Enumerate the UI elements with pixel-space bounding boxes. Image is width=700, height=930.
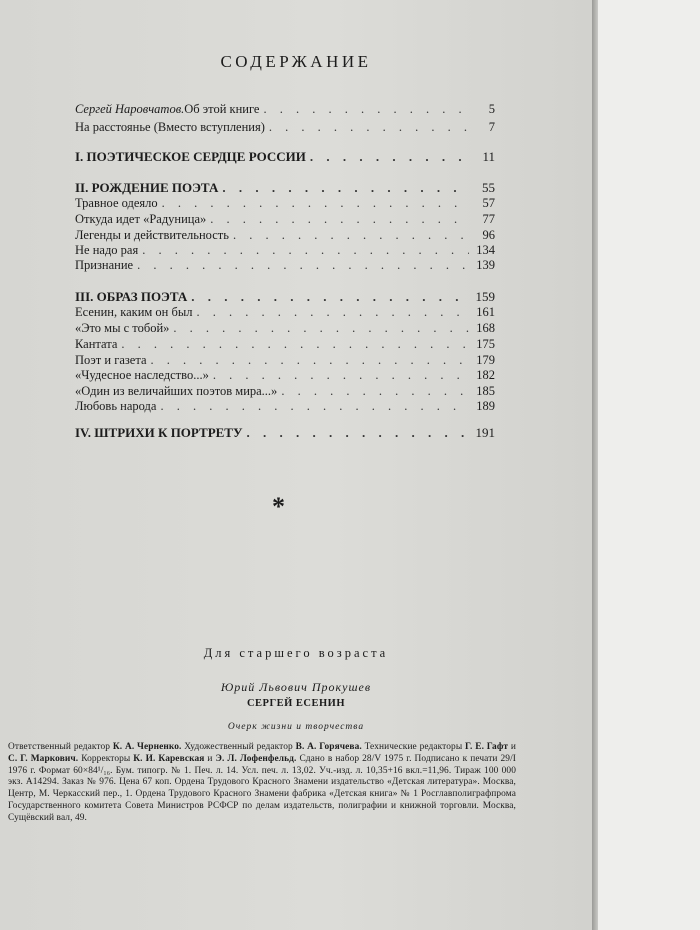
toc-entry-title: Не надо рая bbox=[75, 243, 139, 257]
toc-leader-dots bbox=[269, 120, 469, 135]
toc-leader-dots bbox=[210, 212, 469, 227]
toc-entry-title: Откуда идет «Радуница» bbox=[75, 212, 207, 226]
toc-entry bbox=[75, 228, 495, 244]
toc-page-number: 185 bbox=[476, 384, 495, 398]
toc-part-heading bbox=[75, 425, 495, 441]
toc-entry-title: На расстоянье (Вместо вступления) bbox=[75, 120, 265, 134]
toc-page-number: 191 bbox=[475, 425, 495, 440]
colophon-name: С. Г. Маркович. bbox=[8, 753, 79, 764]
toc-page-number: 168 bbox=[476, 321, 495, 335]
age-group-note: Для старшего возраста bbox=[203, 646, 389, 660]
toc-title: СОДЕРЖАНИЕ bbox=[220, 52, 372, 71]
toc-leader-dots bbox=[191, 289, 469, 305]
colophon-name: В. А. Горячева. bbox=[295, 742, 362, 752]
toc-entry bbox=[75, 305, 495, 321]
toc-part-heading bbox=[75, 180, 495, 196]
toc-leader-dots bbox=[121, 337, 469, 352]
toc-page-number: 139 bbox=[476, 258, 495, 272]
toc-page-number: 175 bbox=[476, 337, 495, 351]
toc-entry bbox=[75, 102, 495, 118]
toc-entry-title: «Это мы с тобой» bbox=[75, 321, 170, 335]
toc-leader-dots bbox=[173, 321, 469, 336]
toc-leader-dots bbox=[281, 384, 469, 399]
toc-page-number: 5 bbox=[488, 102, 495, 116]
colophon-name: К. А. Черненко. bbox=[112, 742, 182, 752]
toc-entry bbox=[75, 321, 495, 337]
toc-leader-dots bbox=[160, 399, 469, 414]
toc-entry-title: «Чудесное наследство...» bbox=[75, 368, 209, 382]
toc-leader-dots bbox=[263, 102, 469, 117]
toc-entry-title: Поэт и газета bbox=[75, 353, 147, 367]
toc-leader-dots bbox=[162, 196, 469, 211]
toc-part-title: III. ОБРАЗ ПОЭТА bbox=[75, 289, 188, 304]
toc-page-number: 161 bbox=[476, 305, 495, 319]
toc-entry-title: Есенин, каким он был bbox=[75, 305, 193, 319]
colophon-label: Корректоры bbox=[78, 753, 134, 764]
colophon-name: Э. Л. Лофенфельд. bbox=[215, 753, 297, 764]
toc-part-heading bbox=[75, 289, 495, 305]
background-surface bbox=[598, 0, 700, 930]
toc-leader-dots bbox=[137, 258, 469, 273]
toc-entry bbox=[75, 243, 495, 259]
colophon-name: К. И. Каревская bbox=[133, 753, 205, 764]
toc-part-title: I. ПОЭТИЧЕСКОЕ СЕРДЦЕ РОССИИ bbox=[75, 149, 306, 164]
toc-entry bbox=[75, 337, 495, 353]
author-name: Юрий Львович Прокушев bbox=[220, 680, 372, 694]
toc-part-heading bbox=[75, 149, 495, 165]
colophon-label: Технические редакторы bbox=[361, 742, 465, 752]
toc-entry bbox=[75, 258, 495, 274]
toc-entry-title: Признание bbox=[75, 258, 134, 272]
toc-entry-title: «Один из величайших поэтов мира...» bbox=[75, 384, 278, 398]
toc-page-number: 11 bbox=[482, 149, 495, 164]
toc-leader-dots bbox=[233, 228, 469, 243]
toc-entry bbox=[75, 212, 495, 228]
toc-entry bbox=[75, 353, 495, 369]
toc-leader-dots bbox=[222, 180, 469, 196]
toc-leader-dots bbox=[213, 368, 469, 383]
toc-page-number: 55 bbox=[482, 180, 495, 195]
toc-entry bbox=[75, 384, 495, 400]
toc-entry bbox=[75, 368, 495, 384]
toc-entry-title: Об этой книге bbox=[184, 102, 260, 116]
toc-page-number: 7 bbox=[488, 120, 495, 134]
toc-part-title: II. РОЖДЕНИЕ ПОЭТА bbox=[75, 180, 219, 195]
colophon-details: Сдано в набор 28/V 1975 г. Подписано к печати 29/I 1976 г. Формат 60×84¹/₁₆. Бум. типогр. № 1. Печ. л. 14. Усл. печ. л. 13,02. Уч.-изд. л. 10,35+16 вкл.=11,96. Тираж 100 000 экз. А14294. Заказ № 976. Цена 67 коп. Ордена Трудового Красного Знамени издательство «Детская литература». Москва, Центр, М. Черкасский пер., 1. Ордена Трудового Красного Знамени фабрика «Детская книга» № 1 Росглавполиграфпрома Государственного комитета Совета Министров РСФСР по делам издательств, полиграфии и книжной торговли. Москва, Сущёвский вал, 49. bbox=[8, 753, 516, 823]
toc-entry bbox=[75, 196, 495, 212]
toc-entry bbox=[75, 120, 495, 136]
colophon-text bbox=[8, 742, 516, 825]
colophon-label: и bbox=[508, 742, 516, 752]
toc-entry-title: Любовь народа bbox=[75, 399, 157, 413]
toc-entry-author: Сергей Наровчатов. bbox=[75, 102, 185, 116]
book-subtitle: Очерк жизни и творчества bbox=[227, 722, 365, 732]
colophon-label: Художественный редактор bbox=[181, 742, 296, 752]
toc-part-title: IV. ШТРИХИ К ПОРТРЕТУ bbox=[75, 425, 243, 440]
toc-leader-dots bbox=[197, 305, 470, 320]
toc-entry bbox=[75, 399, 495, 415]
colophon-label: Ответственный редактор bbox=[8, 742, 113, 752]
toc-page-number: 57 bbox=[482, 196, 495, 210]
toc-page-number: 77 bbox=[482, 212, 495, 226]
toc-leader-dots bbox=[310, 149, 469, 165]
toc-page-number: 189 bbox=[476, 399, 495, 413]
toc-entry-title: Кантата bbox=[75, 337, 118, 351]
toc-leader-dots bbox=[142, 243, 469, 258]
toc-page-number: 179 bbox=[476, 353, 495, 367]
toc-page-number: 96 bbox=[482, 228, 495, 242]
colophon-name: Г. Е. Гафт bbox=[465, 742, 509, 752]
toc-leader-dots bbox=[247, 425, 469, 441]
toc-entry-title: Травное одеяло bbox=[75, 196, 158, 210]
toc-page-number: 182 bbox=[476, 368, 495, 382]
section-star-ornament: * bbox=[272, 492, 285, 521]
toc-entry-title: Легенды и действительность bbox=[75, 228, 229, 242]
toc-page-number: 159 bbox=[475, 289, 495, 304]
colophon-label: и bbox=[204, 753, 216, 764]
book-title: СЕРГЕЙ ЕСЕНИН bbox=[246, 698, 346, 709]
toc-page-number: 134 bbox=[476, 243, 495, 257]
toc-leader-dots bbox=[151, 353, 469, 368]
